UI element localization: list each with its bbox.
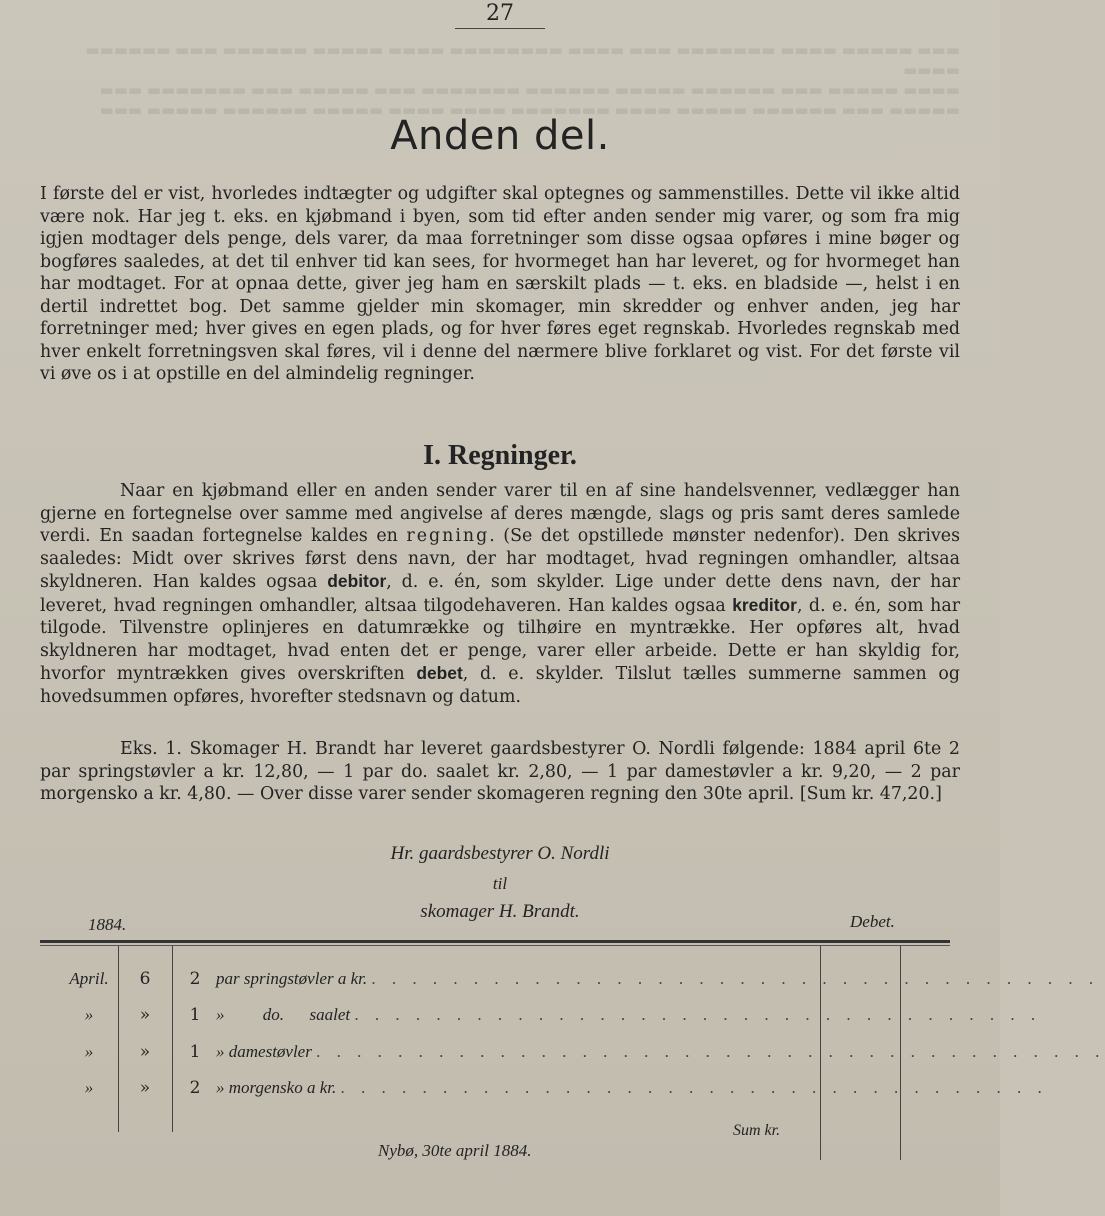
invoice-row — [40, 1077, 1048, 1111]
bleed-through-text: ▬▬▬ ▬▬▬▬▬ ▬▬▬▬ ▬▬▬▬▬▬▬ ▬▬▬ ▬▬▬▬ ▬▬▬▬▬▬▬▬ ▬▬▬▬ ▬▬▬▬▬ ▬▬▬▬▬▬ ▬▬▬ ▬▬▬▬▬▬ ▬▬▬▬ ▬▬▬▬ ▬▬▬▬▬ ▬▬▬ ▬▬▬▬▬▬ ▬▬▬▬▬ ▬▬▬▬▬▬ ▬▬▬▬▬▬▬ ▬▬▬ ▬▬▬▬▬ ▬▬▬ ▬▬▬▬▬▬▬ ▬▬▬ ▬▬▬▬▬ ▬▬▬ ▬▬▬▬▬▬ ▬▬▬▬▬ ▬▬▬▬ ▬▬▬▬▬▬▬ ▬▬▬▬ ▬▬▬▬ ▬▬▬▬▬ ▬▬▬▬▬▬ ▬▬▬▬▬ ▬▬▬ — [85, 41, 960, 119]
invoice-til: til — [492, 874, 508, 893]
row-month: » — [84, 1005, 94, 1024]
invoice-row — [40, 1041, 1105, 1075]
invoice-top-rule-thin — [40, 945, 950, 946]
leader-dots: . . . . . . . . . . . . . . . . . . . . . . . . . . . . . . . . . . — [354, 1005, 1042, 1024]
row-qty: 1 — [189, 1042, 201, 1062]
section-paragraph — [40, 480, 960, 708]
row-desc-text: par springstøvler a kr. — [216, 969, 368, 988]
section-heading: I. Regninger. — [423, 440, 577, 471]
section-text-5: , d. e. skylder. Tilslut tælles summerne sammen og hovedsummen opføres, hvorefter stedsnavn og datum. — [40, 664, 960, 707]
invoice-debtor-line: Hr. gaardsbestyrer O. Nordli — [390, 843, 610, 864]
section-text-2: . (Se det opstillede mønster nedenfor). Den skrives saaledes: Midt over skrives først dens navn, der har modtaget, hvad regningen omhandler, altsaa skyldneren. Han kaldes ogsaa — [40, 526, 960, 592]
row-day: » — [139, 1005, 151, 1025]
leader-dots: . . . . . . . . . . . . . . . . . . . . . . . . . . . . . . . . . . . . — [371, 969, 1100, 988]
row-qty: 2 — [189, 1078, 201, 1098]
row-day: » — [139, 1042, 151, 1062]
leader-dots: . . . . . . . . . . . . . . . . . . . . . . . . . . . . . . . . . . . . . . . — [316, 1042, 1105, 1061]
row-desc — [216, 1004, 1042, 1026]
term-kreditor: kreditor — [732, 594, 797, 615]
section-text-1: Naar en kjøbmand eller en anden sender varer til en af sine handelsvenner, vedlægger han gjerne en fortegnelse over samme med angivelse af deres mængde, slags og pris samt deres samlede verdi. En saadan fortegnelse kaldes en — [40, 481, 960, 546]
invoice-sum-label: Sum kr. — [733, 1122, 781, 1139]
row-month: » — [84, 1078, 94, 1097]
invoice-top-rule — [40, 940, 950, 943]
row-desc — [216, 1041, 1105, 1063]
term-debitor: debitor — [327, 571, 387, 591]
row-qty: 1 — [189, 1005, 201, 1025]
row-desc-text: » morgensko a kr. — [216, 1078, 337, 1097]
row-qty: 2 — [189, 969, 201, 989]
row-desc — [216, 968, 1100, 990]
page-number-rule — [455, 28, 545, 29]
row-day: » — [139, 1078, 151, 1098]
page-number: 27 — [486, 1, 514, 26]
invoice-row — [40, 968, 1100, 1002]
row-day: 6 — [139, 969, 151, 989]
row-month: » — [84, 1042, 94, 1061]
example-paragraph: Eks. 1. Skomager H. Brandt har leveret gaardsbestyrer O. Nordli følgende: 1884 april 6te 2 par springstøvler a kr. 12,80, — 1 par do. saalet kr. 2,80, — 1 par damestøvler a kr. 9,20, — 2 par morgensko a kr. 4,80. — Over disse varer sender skomageren regning den 30te april. [Sum kr. 47,20.] — [40, 739, 960, 804]
row-month: April. — [69, 969, 109, 988]
invoice-row — [40, 1004, 1042, 1038]
section-text-3: , d. e. én, som skylder. Lige under dette dens navn, der har leveret, hvad regningen omhandler, altsaa tilgodehaveren. Han kaldes ogsaa — [40, 572, 961, 616]
term-regning: regning — [406, 526, 490, 546]
section-text-4: , d. e. én, som har tilgode. Tilvenstre oplinjeres en datumrække og tilhøire en myntrække. Her opføres alt, hvad skyldneren har modtaget, hvad enten det er penge, varer eller arbeide. Dette er han skyldig for, hvorfor myntrækken gives overskriften — [40, 595, 961, 684]
term-debet: debet — [416, 663, 463, 683]
row-desc-text: » damestøvler — [216, 1042, 312, 1061]
invoice-debet-label: Debet. — [850, 912, 895, 931]
intro-paragraph: I første del er vist, hvorledes indtægter og udgifter skal optegnes og sammenstilles. Dette vil ikke altid være nok. Har jeg t. eks. en kjøbmand i byen, som tid efter anden sender mig varer, og som fra mig igjen modtager dels penge, dels varer, da maa forretninger som disse ogsaa opføres i mine bøger og bogføres saaledes, at det til enhver tid kan sees, for hvormeget han har leveret, og for hvormeget han har modtaget. For at opnaa dette, giver jeg ham en særskilt plads — t. eks. en bladside —, helst i en dertil indrettet bog. Det samme gjelder min skomager, min skredder og enhver anden, jeg har forretninger med; hver gives en egen plads, og for hver føres eget regnskab. Hvorledes regnskab med hver enkelt forretningsven skal føres, vil i denne del nærmere blive forklaret og vist. For det første vil vi øve os i at opstille en del almindelig regninger. — [40, 184, 960, 384]
invoice-year: 1884. — [88, 915, 127, 934]
invoice-creditor-line: skomager H. Brandt. — [420, 901, 580, 922]
row-desc — [216, 1077, 1048, 1099]
leader-dots: . . . . . . . . . . . . . . . . . . . . . . . . . . . . . . . . . . . — [340, 1078, 1048, 1097]
part-title: Anden del. — [390, 113, 610, 159]
invoice-place-date: Nybø, 30te april 1884. — [378, 1141, 532, 1160]
row-desc-text: » do. saalet — [216, 1005, 351, 1024]
